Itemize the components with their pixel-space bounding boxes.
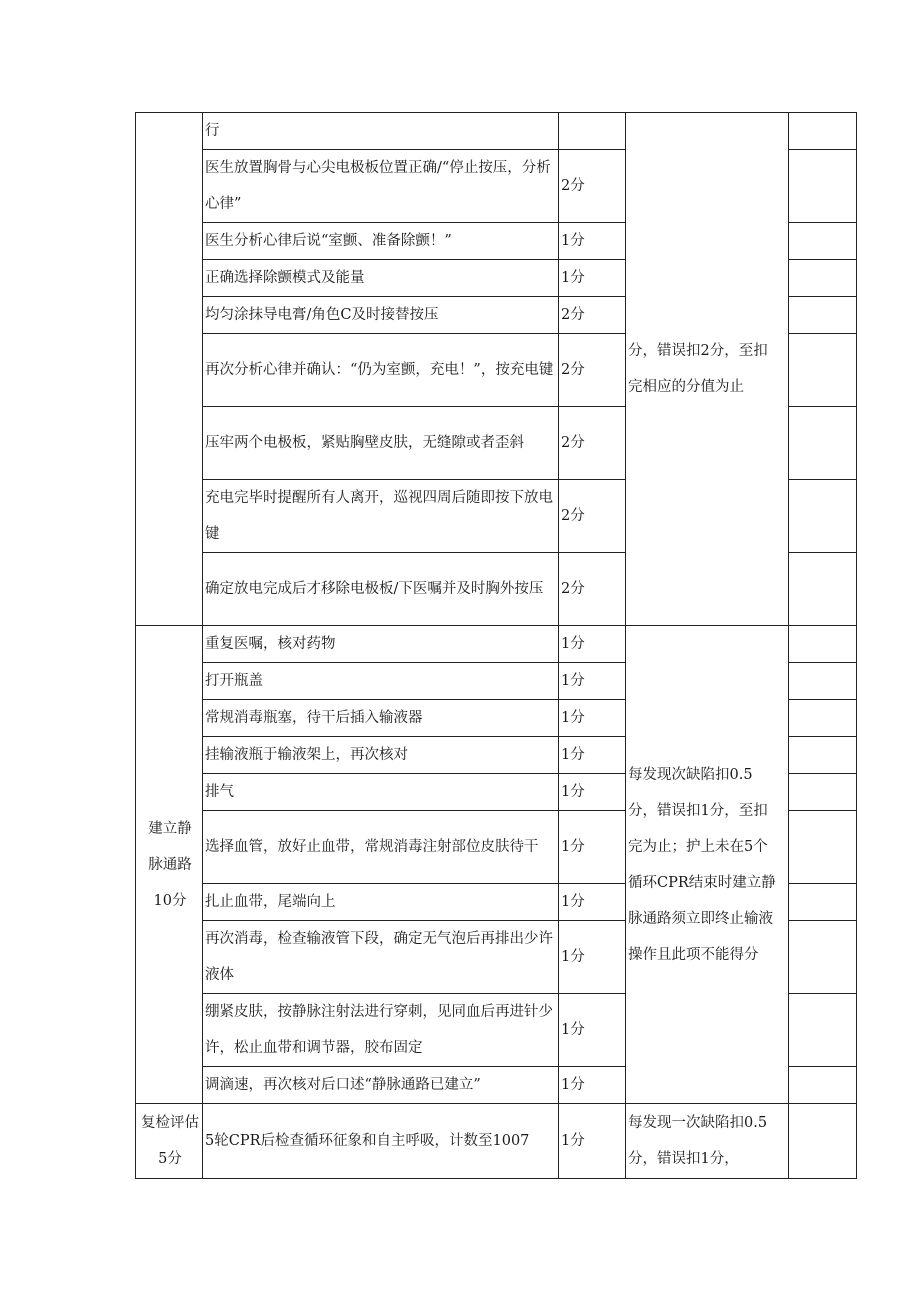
category-label: 复检评估5分 [141,1115,199,1167]
blank-cell [789,700,857,737]
item-cell: 医生放置胸骨与心尖电极板位置正确/“停止按压，分析心律” [203,150,559,223]
score-cell: 2分 [559,150,626,223]
blank-cell [789,553,857,626]
blank-cell [789,1104,857,1179]
item-cell: 行 [203,113,559,150]
blank-cell [789,884,857,921]
item-cell: 均匀涂抹导电膏/角色C及时接替按压 [203,297,559,334]
category-cell [136,1104,203,1179]
item-cell: 正确选择除颤模式及能量 [203,260,559,297]
item-cell: 绷紧皮肤，按静脉注射法进行穿刺，见同血后再进针少许，松止血带和调节器，胶布固定 [203,994,559,1067]
item-cell: 5轮CPR后检查循环征象和自主呼吸，计数至1007 [203,1104,559,1179]
blank-cell [789,811,857,884]
blank-cell [789,663,857,700]
category-cell-empty [136,113,203,626]
table-row [136,1104,857,1179]
item-cell: 打开瓶盖 [203,663,559,700]
category-label: 建立静脉通路10分 [148,820,192,909]
blank-cell [789,223,857,260]
item-cell: 排气 [203,774,559,811]
item-cell: 医生分析心律后说“室颤、准备除颤！” [203,223,559,260]
score-cell: 2分 [559,553,626,626]
item-cell: 重复医嘱，核对药物 [203,626,559,663]
rule-text: 每发现次缺陷扣0.5分，错误扣1分，至扣完为止；护上未在5个循环CPR结束时建立静脉通路须立即终止输液操作且此项不能得分 [628,766,776,963]
score-cell: 2分 [559,334,626,407]
score-cell: 1分 [559,994,626,1067]
blank-cell [789,626,857,663]
rule-cell [626,626,789,1104]
score-cell: 2分 [559,297,626,334]
blank-cell [789,1067,857,1104]
score-cell: 1分 [559,884,626,921]
item-cell: 选择血管，放好止血带，常规消毒注射部位皮肤待干 [203,811,559,884]
score-cell [559,113,626,150]
rule-text: 每发现一次缺陷扣0.5分，错误扣1分， [628,1115,768,1167]
score-cell: 2分 [559,407,626,480]
score-cell: 1分 [559,1067,626,1104]
item-cell: 扎止血带，尾端向上 [203,884,559,921]
category-cell [136,626,203,1104]
score-cell: 2分 [559,480,626,553]
table-row [136,113,857,150]
score-cell: 1分 [559,626,626,663]
item-cell: 调滴速，再次核对后口述“静脉通路已建立” [203,1067,559,1104]
blank-cell [789,921,857,994]
score-cell: 1分 [559,774,626,811]
item-cell: 挂输液瓶于输液架上，再次核对 [203,737,559,774]
blank-cell [789,260,857,297]
score-cell: 1分 [559,260,626,297]
item-cell: 充电完毕时提醒所有人离开，巡视四周后随即按下放电键 [203,480,559,553]
item-cell: 常规消毒瓶塞，待干后插入输液器 [203,700,559,737]
score-cell: 1分 [559,921,626,994]
blank-cell [789,480,857,553]
blank-cell [789,737,857,774]
item-cell: 再次分析心律并确认：“仍为室颤，充电！”，按充电键 [203,334,559,407]
rule-cell [626,113,789,626]
blank-cell [789,334,857,407]
score-cell: 1分 [559,1104,626,1179]
score-cell: 1分 [559,737,626,774]
blank-cell [789,297,857,334]
rule-cell [626,1104,789,1179]
blank-cell [789,407,857,480]
item-cell: 确定放电完成后才移除电极板/下医嘱并及时胸外按压 [203,553,559,626]
score-cell: 1分 [559,663,626,700]
scoring-table [135,112,857,1179]
score-cell: 1分 [559,700,626,737]
score-cell: 1分 [559,223,626,260]
blank-cell [789,774,857,811]
blank-cell [789,994,857,1067]
item-cell: 再次消毒，检查输液管下段，确定无气泡后再排出少许液体 [203,921,559,994]
blank-cell [789,150,857,223]
table-row [136,626,857,663]
rule-text: 分，错误扣2分，至扣完相应的分值为止 [628,343,768,395]
blank-cell [789,113,857,150]
item-cell: 压牢两个电极板，紧贴胸壁皮肤，无缝隙或者歪斜 [203,407,559,480]
score-cell: 1分 [559,811,626,884]
